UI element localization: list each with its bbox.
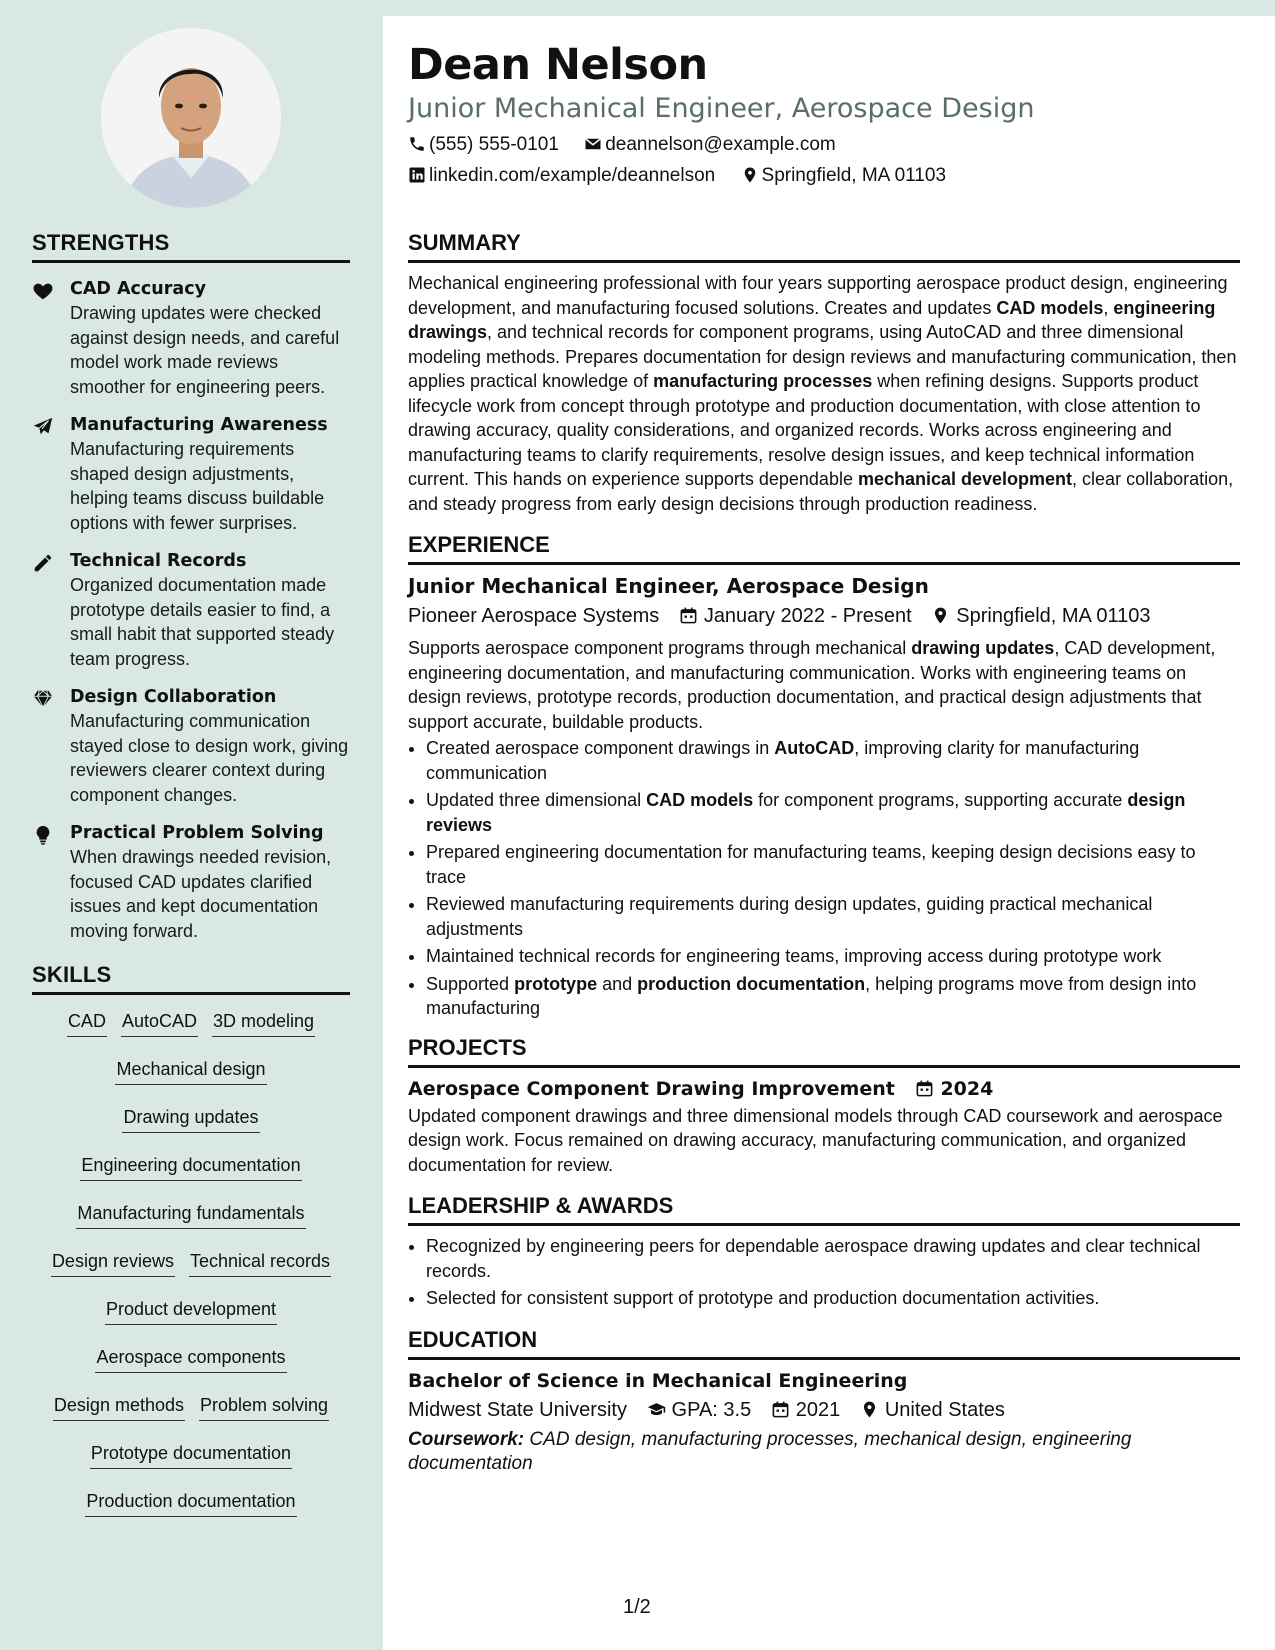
strength-item bbox=[32, 821, 350, 943]
body-text: Created aerospace component drawings in bbox=[426, 738, 775, 758]
leadership-bullet: • Recognized by engineering peers for dependable aerospace drawing updates and clear technical records. bbox=[426, 1234, 1240, 1283]
body-text: Prepared engineering documentation for manufacturing teams, keeping design decisions easy to trace bbox=[426, 842, 1196, 887]
experience-section bbox=[408, 532, 1240, 1021]
skill-row bbox=[32, 1105, 350, 1133]
emphasis-text: drawing updates bbox=[911, 638, 1055, 658]
skill-tag: Aerospace components bbox=[95, 1345, 286, 1373]
map-pin-icon bbox=[931, 606, 950, 625]
email-text: deannelson@example.com bbox=[605, 134, 836, 155]
leadership-bullets bbox=[408, 1234, 1240, 1311]
phone-icon bbox=[408, 135, 426, 153]
map-pin-icon bbox=[741, 166, 759, 184]
company-name: Pioneer Aerospace Systems bbox=[408, 605, 660, 627]
emphasis-text: mechanical development bbox=[857, 469, 1073, 489]
leadership-title: LEADERSHIP & AWARDS bbox=[408, 1193, 1240, 1226]
skill-row bbox=[32, 1201, 350, 1229]
projects-section bbox=[408, 1035, 1240, 1178]
education-meta bbox=[408, 1399, 1240, 1422]
job-intro bbox=[408, 636, 1240, 734]
project-year: 2024 bbox=[940, 1077, 994, 1100]
body-text: Reviewed manufacturing requirements during design updates, guiding practical mechanical adjustments bbox=[426, 894, 1153, 939]
envelope-icon bbox=[584, 135, 602, 153]
education-section bbox=[408, 1327, 1240, 1477]
skill-tag: Prototype documentation bbox=[90, 1441, 292, 1469]
paper-plane-icon bbox=[32, 416, 54, 436]
body-text: when refining designs. Supports product lifecycle work from concept through prototype and production documentation, with close attention to drawing accuracy, quality considerations, and organized records. Works across engineering and manufacturing teams to clarify requirements, resolve design issues, and keep technical information current. This hands on experience supports dependable bbox=[408, 371, 1201, 489]
skill-row bbox=[32, 1153, 350, 1181]
body-text: , bbox=[1103, 297, 1114, 318]
summary-title: SUMMARY bbox=[408, 230, 1240, 263]
job-dates: January 2022 - Present bbox=[703, 605, 912, 627]
strength-title: Manufacturing Awareness bbox=[70, 415, 328, 435]
skill-tag: Problem solving bbox=[199, 1393, 329, 1421]
body-text: Maintained technical records for engineering teams, improving access during prototype work bbox=[426, 946, 1162, 966]
calendar-icon bbox=[679, 606, 698, 625]
candidate-name: Dean Nelson bbox=[408, 40, 708, 90]
skill-tag: Drawing updates bbox=[122, 1105, 259, 1133]
strength-desc: Drawing updates were checked against design needs, and careful model work made reviews smoother for engineering peers. bbox=[70, 303, 340, 397]
gem-icon bbox=[32, 688, 54, 708]
skill-row bbox=[32, 1057, 350, 1085]
job-meta bbox=[408, 605, 1240, 628]
skill-row bbox=[32, 1489, 350, 1517]
skill-tag: AutoCAD bbox=[121, 1009, 198, 1037]
contact-row-2 bbox=[408, 165, 966, 187]
emphasis-text: CAD models bbox=[996, 297, 1104, 318]
skill-row bbox=[32, 1345, 350, 1373]
lightbulb-icon bbox=[32, 824, 54, 844]
education-location: United States bbox=[884, 1398, 1005, 1421]
degree: Bachelor of Science in Mechanical Engineering bbox=[408, 1369, 908, 1392]
job-location: Springfield, MA 01103 bbox=[956, 605, 1151, 627]
project-desc: Updated component drawings and three dimensional models through CAD coursework and aerospace design work. Focus remained on drawing accuracy, manufacturing communication, and organized documentation for review. bbox=[408, 1105, 1223, 1175]
project-header bbox=[408, 1078, 1240, 1100]
body-text: , and technical records for component programs, using AutoCAD and three dimensional modeling methods. Prepares documentation for design reviews and manufacturing communication, then applies practical knowledge of bbox=[408, 322, 1237, 391]
calendar-icon bbox=[915, 1079, 934, 1098]
pencil-icon bbox=[32, 552, 54, 572]
strengths-list bbox=[32, 277, 350, 943]
body-text: , CAD development, engineering documentation, and manufacturing communication. Works with engineering teams on design reviews, prototype records, production documentation, and practical design adjustments that support accurate, buildable products. bbox=[408, 638, 1216, 732]
candidate-title: Junior Mechanical Engineer, Aerospace Design bbox=[408, 93, 1035, 124]
strength-title: Design Collaboration bbox=[70, 687, 277, 707]
body-text: Supported bbox=[426, 973, 515, 994]
body-text: for component programs, supporting accurate bbox=[753, 790, 1128, 810]
skill-tag: Mechanical design bbox=[115, 1057, 266, 1085]
map-pin-icon bbox=[860, 1400, 879, 1419]
experience-bullet bbox=[426, 840, 1240, 889]
strength-desc: Manufacturing communication stayed close to design work, giving reviewers clearer context during component changes. bbox=[70, 711, 349, 805]
skill-tag: Design reviews bbox=[51, 1249, 175, 1277]
emphasis-text: manufacturing processes bbox=[653, 371, 873, 391]
coursework bbox=[408, 1428, 1240, 1477]
education-title: EDUCATION bbox=[408, 1327, 1240, 1360]
body-text: Updated three dimensional bbox=[426, 790, 647, 810]
body-text: and bbox=[597, 973, 638, 994]
emphasis-text: prototype bbox=[514, 973, 598, 994]
skill-tag: Product development bbox=[105, 1297, 277, 1325]
skill-row bbox=[32, 1393, 350, 1421]
job-title: Junior Mechanical Engineer, Aerospace Design bbox=[408, 574, 929, 598]
emphasis-text: design reviews bbox=[426, 790, 1186, 835]
emphasis-text: AutoCAD bbox=[774, 738, 855, 758]
strength-title: CAD Accuracy bbox=[70, 279, 206, 299]
strength-item bbox=[32, 685, 350, 807]
profile-photo bbox=[101, 28, 281, 208]
skill-row bbox=[32, 1249, 350, 1277]
skills-section bbox=[32, 962, 350, 1537]
leadership-section bbox=[408, 1193, 1240, 1311]
summary-text bbox=[408, 271, 1240, 516]
strength-item bbox=[32, 277, 350, 399]
skill-tag: CAD bbox=[67, 1009, 107, 1037]
heart-icon bbox=[32, 280, 54, 300]
emphasis-text: engineering drawings bbox=[408, 297, 1216, 342]
body-text: Mechanical engineering professional with four years supporting aerospace product design, engineering development, and manufacturing focused solutions. Creates and updates bbox=[408, 273, 1228, 318]
linkedin-item[interactable] bbox=[408, 165, 715, 187]
strength-desc: When drawings needed revision, focused CAD updates clarified issues and kept documentation moving forward. bbox=[70, 847, 332, 941]
page-number: 1/2 bbox=[623, 1596, 651, 1618]
coursework-label: Coursework: bbox=[408, 1428, 525, 1450]
body-text: , helping programs move from design into manufacturing bbox=[426, 973, 1197, 1018]
experience-title: EXPERIENCE bbox=[408, 532, 1240, 565]
project-name: Aerospace Component Drawing Improvement bbox=[408, 1077, 895, 1100]
strengths-title: STRENGTHS bbox=[32, 230, 350, 263]
body-text: , clear collaboration, and steady progress from early design decisions through production readiness. bbox=[408, 469, 1234, 514]
job-bullets bbox=[408, 736, 1240, 1021]
projects-title: PROJECTS bbox=[408, 1035, 1240, 1068]
skill-tag: Manufacturing fundamentals bbox=[76, 1201, 305, 1229]
contact-row-1 bbox=[408, 134, 856, 156]
graduation-cap-icon bbox=[647, 1400, 666, 1419]
skill-row bbox=[32, 1297, 350, 1325]
skill-tag: 3D modeling bbox=[212, 1009, 315, 1037]
skill-tag: Production documentation bbox=[85, 1489, 296, 1517]
calendar-icon bbox=[771, 1400, 790, 1419]
gpa: GPA: 3.5 bbox=[671, 1398, 752, 1421]
coursework-text: CAD design, manufacturing processes, mechanical design, engineering documentation bbox=[408, 1428, 1132, 1474]
emphasis-text: CAD models bbox=[646, 790, 754, 810]
linkedin-text: linkedin.com/example/deannelson bbox=[429, 165, 716, 186]
linkedin-icon bbox=[408, 166, 426, 184]
body-text: , improving clarity for manufacturing communication bbox=[426, 738, 1140, 783]
phone-item[interactable] bbox=[408, 134, 559, 156]
graduation-year: 2021 bbox=[795, 1398, 841, 1421]
experience-bullet bbox=[426, 892, 1240, 941]
experience-bullet bbox=[426, 944, 1240, 969]
skills-title: SKILLS bbox=[32, 962, 350, 995]
strength-desc: Manufacturing requirements shaped design adjustments, helping teams discuss buildable options with fewer surprises. bbox=[70, 439, 325, 533]
leadership-bullet: • Selected for consistent support of prototype and production documentation activities. bbox=[426, 1286, 1240, 1311]
email-item[interactable] bbox=[584, 134, 836, 156]
strength-desc: Organized documentation made prototype details easier to find, a small habit that supported steady team progress. bbox=[70, 575, 335, 669]
phone-text: (555) 555-0101 bbox=[429, 134, 559, 155]
main-content bbox=[408, 230, 1240, 1477]
skill-tag: Design methods bbox=[53, 1393, 185, 1421]
experience-bullet bbox=[426, 972, 1240, 1021]
skill-row bbox=[32, 1009, 350, 1037]
location-item bbox=[741, 165, 947, 187]
experience-bullet bbox=[426, 788, 1240, 837]
strength-title: Practical Problem Solving bbox=[70, 823, 324, 843]
emphasis-text: production documentation bbox=[637, 973, 866, 994]
skills-list bbox=[32, 1009, 350, 1517]
summary-section bbox=[408, 230, 1240, 516]
strength-item bbox=[32, 413, 350, 535]
school-name: Midwest State University bbox=[408, 1398, 627, 1421]
skill-tag: Engineering documentation bbox=[80, 1153, 301, 1181]
strength-item bbox=[32, 549, 350, 671]
skill-tag: Technical records bbox=[189, 1249, 331, 1277]
strength-title: Technical Records bbox=[70, 551, 247, 571]
strengths-section bbox=[32, 230, 350, 943]
location-text: Springfield, MA 01103 bbox=[761, 165, 947, 186]
body-text: Supports aerospace component programs through mechanical bbox=[408, 638, 912, 658]
skill-row bbox=[32, 1441, 350, 1469]
experience-bullet bbox=[426, 736, 1240, 785]
